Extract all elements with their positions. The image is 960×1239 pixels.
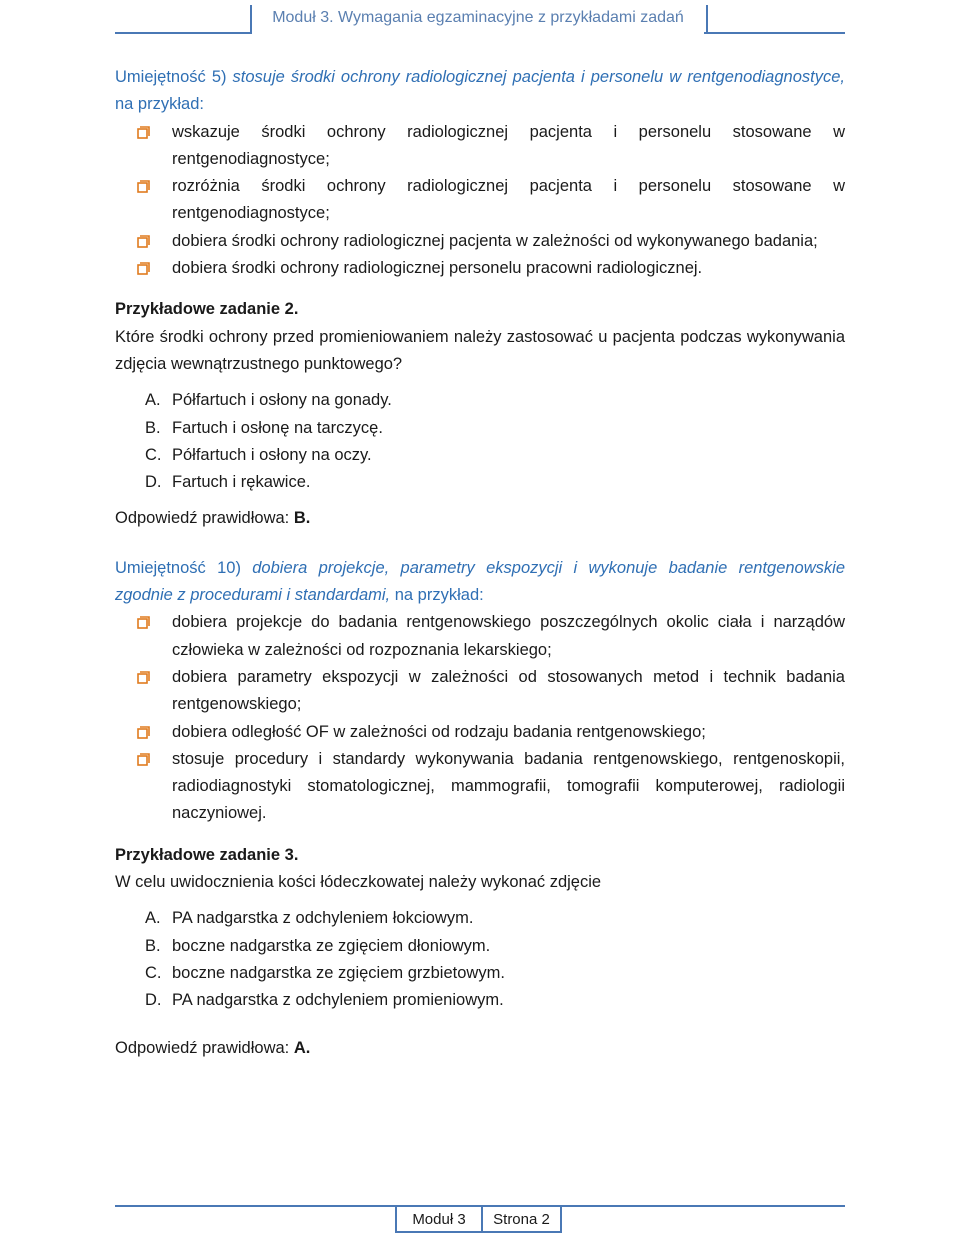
answer-text: boczne nadgarstka ze zgięciem grzbietowym. xyxy=(172,963,505,982)
answer-text: PA nadgarstka z odchyleniem łokciowym. xyxy=(172,909,474,928)
task-3-answers xyxy=(115,905,845,1014)
skill-10-lead: Umiejętność 10) xyxy=(115,558,241,577)
skill-10-heading xyxy=(115,555,845,610)
answer-letter: A. xyxy=(145,391,161,410)
checkbox-bullet-icon xyxy=(137,126,150,139)
skill-5-description: stosuje środki ochrony radiologicznej pacjenta i personelu w rentgenodiagnostyce, xyxy=(232,68,845,86)
footer-page-number: Strona 2 xyxy=(493,1211,550,1228)
correct-answer-value: A. xyxy=(293,1038,311,1057)
checkbox-bullet-icon xyxy=(137,262,150,275)
skill-10-description: dobiera projekcje, parametry ekspozycji i wykonuje badanie rentgenowskie zgodnie z procedurami i standardami, xyxy=(115,558,845,605)
answer-option xyxy=(115,960,845,987)
checkbox-bullet-icon xyxy=(137,726,150,739)
answer-letter: B. xyxy=(145,418,161,437)
answer-text: Fartuch i osłonę na tarczycę. xyxy=(172,418,383,437)
skill-5-lead: Umiejętność 5) xyxy=(115,68,227,86)
skill-5-tail: na przykład: xyxy=(115,95,204,114)
list-item xyxy=(115,228,845,255)
task-2-correct-answer xyxy=(115,505,845,532)
list-item-text: dobiera projekcje do badania rentgenowskiego poszczególnych okolic ciała i narządów człowieka w zależności od rozpoznania lekarskiego; xyxy=(172,613,845,659)
answer-letter: B. xyxy=(145,936,161,955)
task-2-title: Przykładowe zadanie 2. xyxy=(115,300,299,319)
answer-letter: D. xyxy=(145,991,162,1010)
task-2-answers xyxy=(115,387,845,496)
list-item-text: dobiera środki ochrony radiologicznej personelu pracowni radiologicznej. xyxy=(172,259,703,278)
answer-letter: D. xyxy=(145,473,162,492)
answer-option xyxy=(115,987,845,1014)
list-item xyxy=(115,119,845,174)
task-2-question: Które środki ochrony przed promieniowaniem należy zastosować u pacjenta podczas wykonywania zdjęcia wewnątrzustnego punktowego? xyxy=(115,327,845,373)
answer-text: Fartuch i rękawice. xyxy=(172,473,311,492)
list-item xyxy=(115,609,845,664)
list-item-text: dobiera odległość OF w zależności od rodzaju badania rentgenowskiego; xyxy=(172,722,706,741)
correct-answer-label: Odpowiedź prawidłowa: xyxy=(115,1038,290,1057)
list-item-text: dobiera parametry ekspozycji w zależności od stosowanych metod i technik badania rentgenowskiego; xyxy=(172,667,845,714)
answer-letter: C. xyxy=(145,445,162,464)
list-item-text: dobiera środki ochrony radiologicznej pacjenta w zależności od wykonywanego badania; xyxy=(172,231,818,250)
checkbox-bullet-icon xyxy=(137,671,150,684)
answer-option xyxy=(115,469,845,496)
task-3-title: Przykładowe zadanie 3. xyxy=(115,845,299,864)
footer-rule-left xyxy=(115,1205,395,1207)
answer-letter: C. xyxy=(145,963,162,982)
task-3-question: W celu uwidocznienia kości łódeczkowatej należy wykonać zdjęcie xyxy=(115,873,602,892)
skill-10-tail: na przykład: xyxy=(394,586,484,605)
skill-10-list xyxy=(115,609,845,827)
list-item-text: wskazuje środki ochrony radiologicznej pacjenta i personelu stosowane w rentgenodiagnostyce; xyxy=(172,122,845,168)
checkbox-bullet-icon xyxy=(137,616,150,629)
footer-module: Moduł 3 xyxy=(412,1211,466,1228)
answer-text: Półfartuch i osłony na oczy. xyxy=(172,445,372,464)
correct-answer-label: Odpowiedź prawidłowa: xyxy=(115,509,290,528)
answer-text: PA nadgarstka z odchyleniem promieniowym. xyxy=(172,991,504,1010)
skill-5-heading xyxy=(115,64,845,119)
list-item-text: stosuje procedury i standardy wykonywania badania rentgenowskiego, rentgenoskopii, radiodiagnostyki stomatologicznej, mammografii, tomografii komputerowej, radiologii naczyniowej. xyxy=(172,749,845,823)
page-content xyxy=(115,64,845,1062)
header-rule-left xyxy=(115,32,252,34)
footer-rule-right xyxy=(562,1205,845,1207)
answer-text: Półfartuch i osłony na gonady. xyxy=(172,391,392,410)
header-title: Moduł 3. Wymagania egzaminacyjne z przykładami zadań xyxy=(272,9,684,26)
list-item xyxy=(115,255,845,282)
task-3-correct-answer xyxy=(115,1035,845,1062)
skill-5-list xyxy=(115,119,845,283)
checkbox-bullet-icon xyxy=(137,235,150,248)
answer-option xyxy=(115,415,845,442)
header-rule-right xyxy=(704,32,845,34)
list-item xyxy=(115,746,845,828)
answer-letter: A. xyxy=(145,909,161,928)
checkbox-bullet-icon xyxy=(137,180,150,193)
answer-option xyxy=(115,442,845,469)
answer-option xyxy=(115,933,845,960)
list-item xyxy=(115,664,845,719)
list-item xyxy=(115,173,845,228)
checkbox-bullet-icon xyxy=(137,753,150,766)
correct-answer-value: B. xyxy=(293,509,311,528)
list-item-text: rozróżnia środki ochrony radiologicznej pacjenta i personelu stosowane w rentgenodiagnostyce; xyxy=(172,177,845,223)
answer-text: boczne nadgarstka ze zgięciem dłoniowym. xyxy=(172,936,491,955)
answer-option xyxy=(115,905,845,932)
answer-option xyxy=(115,387,845,414)
list-item xyxy=(115,719,845,746)
